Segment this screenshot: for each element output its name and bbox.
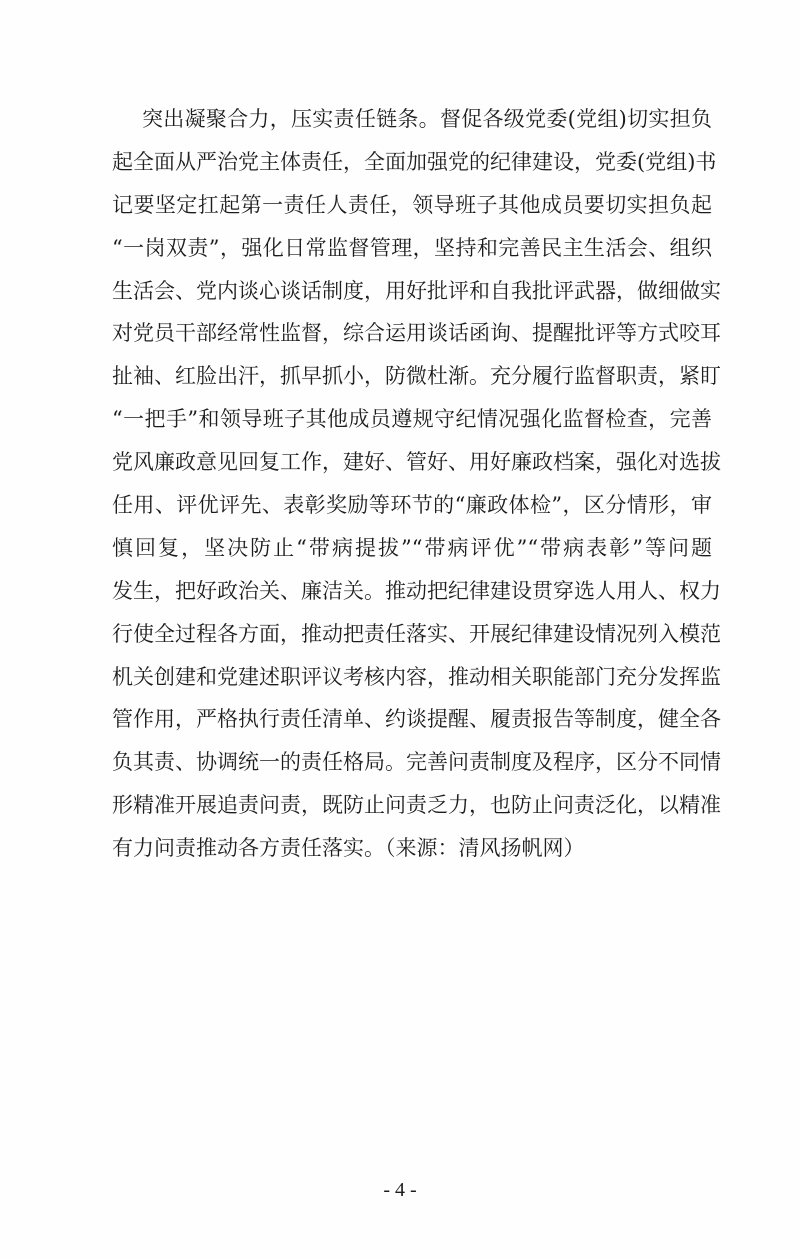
paragraph-line: 记要坚定扛起第一责任人责任，领导班子其他成员要切实担负起 [112,192,712,217]
page-number: - 4 - [383,1179,417,1201]
paragraph-line: 行使全过程各方面，推动把责任落实、开展纪律建设情况列入模范 [112,621,721,646]
paragraph-line: 负其责、协调统一的责任格局。完善问责制度及程序，区分不同情 [112,750,721,775]
paragraph-line: 机关创建和党建述职评议考核内容，推动相关职能部门充分发挥监 [112,664,721,689]
paragraph-line: 突出凝聚合力，压实责任链条。督促各级党委(党组)切实担负 [142,107,712,131]
paragraph-line: 有力问责推动各方责任落实。（来源：清风扬帆网） [112,836,585,861]
paragraph-line: 扯袖、红脸出汗，抓早抓小，防微杜渐。充分履行监督职责，紧盯 [112,364,721,389]
paragraph-line: 起全面从严治党主体责任，全面加强党的纪律建设，党委(党组)书 [112,149,717,174]
paragraph-line: 发生，把好政治关、廉洁关。推动把纪律建设贯穿选人用人、权力 [112,578,721,603]
paragraph-line: 对党员干部经常性监督，综合运用谈话函询、提醒批评等方式咬耳 [112,321,721,346]
paragraph-line: “一岗双责”，强化日常监督管理，坚持和完善民主生活会、组织 [112,235,712,260]
body-paragraph [112,98,721,870]
paragraph-line: 生活会、党内谈心谈话制度，用好批评和自我批评武器，做细做实 [112,278,721,303]
paragraph-line: 党风廉政意见回复工作，建好、管好、用好廉政档案，强化对选拔 [112,450,721,475]
paragraph-line: “一把手”和领导班子其他成员遵规守纪情况强化监督检查，完善 [112,407,712,432]
paragraph-line: 任用、评优评先、表彰奖励等环节的“廉政体检”，区分情形，审 [112,493,712,518]
paragraph-line: 慎回复，坚决防止“带病提拔”“带病评优”“带病表彰”等问题 [112,535,712,560]
paragraph-line: 形精准开展追责问责，既防止问责乏力，也防止问责泛化，以精准 [112,793,721,818]
paragraph-line: 管作用，严格执行责任清单、约谈提醒、履责报告等制度，健全各 [112,707,721,732]
